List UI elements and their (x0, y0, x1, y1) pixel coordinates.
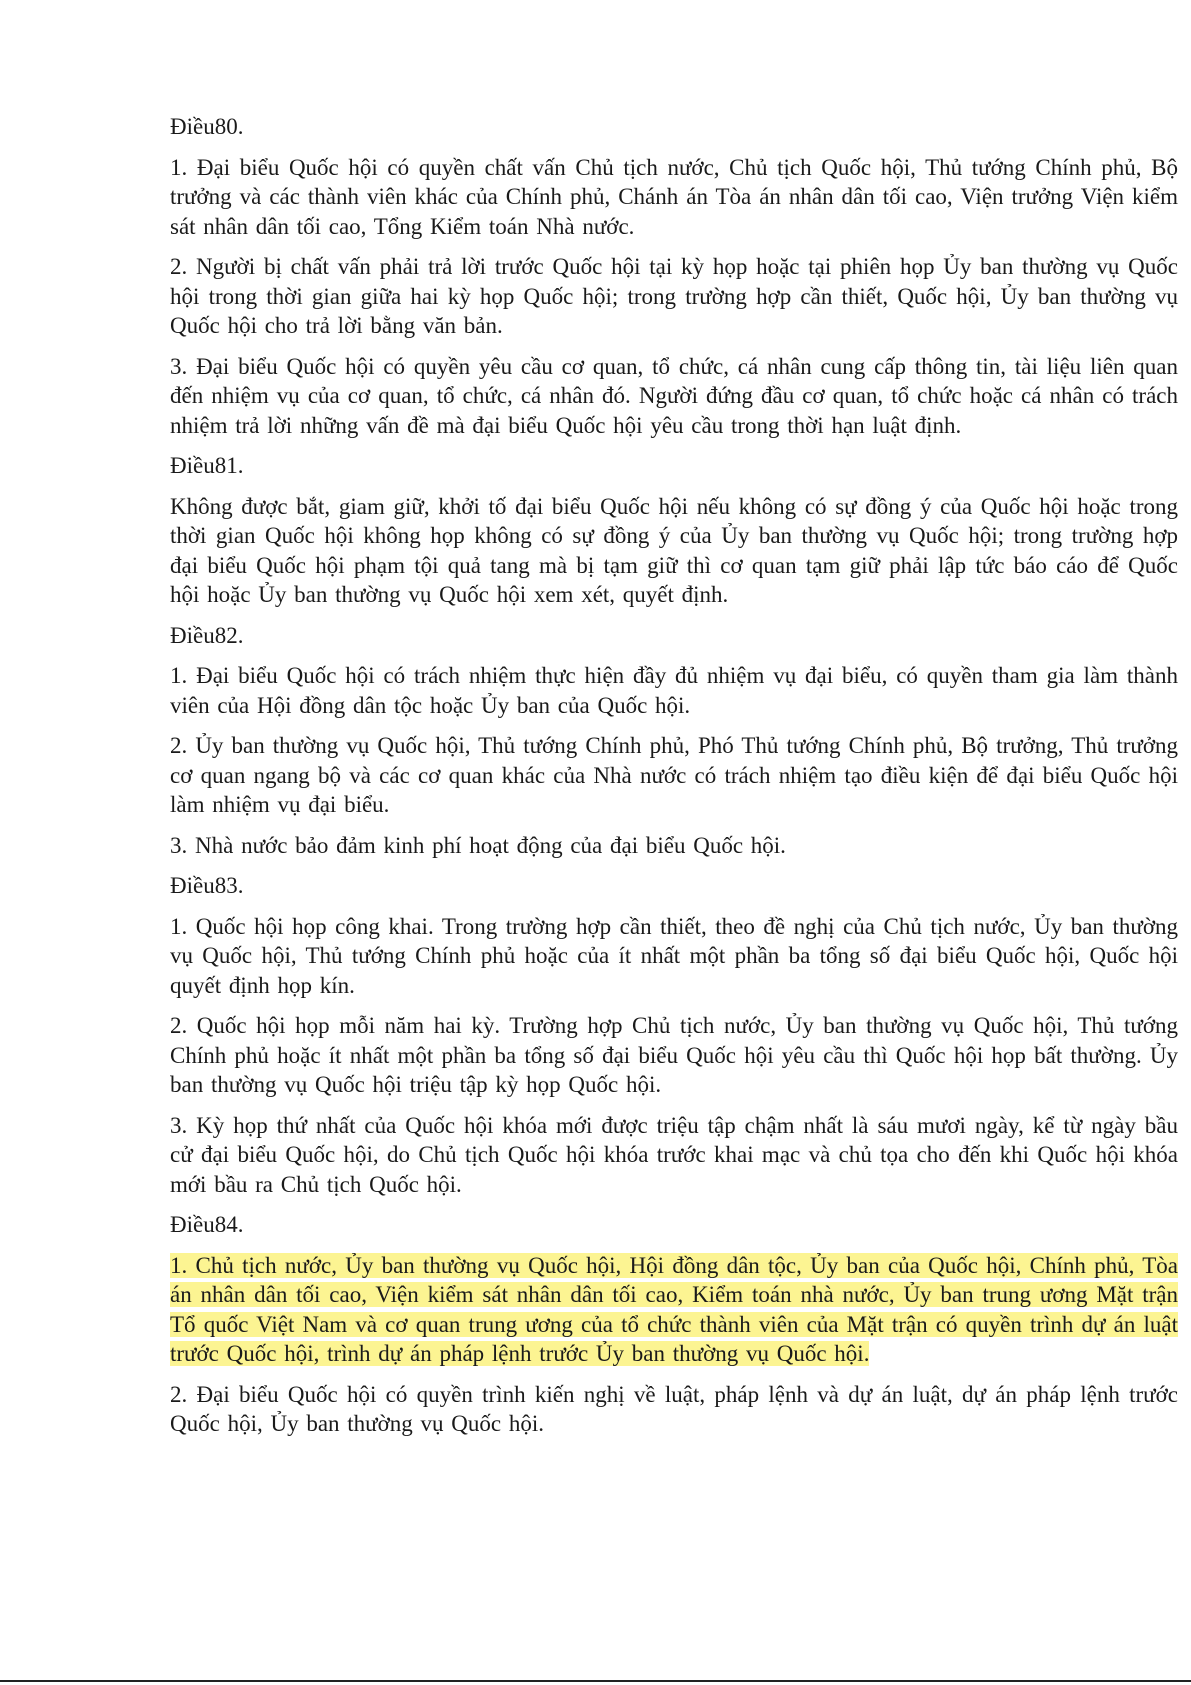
article-80-clause-3: 3. Đại biểu Quốc hội có quyền yêu cầu cơ quan, tổ chức, cá nhân cung cấp thông tin, tài liệu liên quan đến nhiệm vụ của cơ quan, tổ chức, cá nhân đó. Người đứng đầu cơ quan, tổ chức hoặc cá nhân có trách nhiệm trả lời những vấn đề mà đại biểu Quốc hội yêu cầu trong thời hạn luật định. (170, 353, 1178, 438)
article-80-clause-2: 2. Người bị chất vấn phải trả lời trước Quốc hội tại kỳ họp hoặc tại phiên họp Ủy ban thường vụ Quốc hội trong thời gian giữa hai kỳ họp Quốc hội; trong trường hợp cần thiết, Quốc hội, Ủy ban thường vụ Quốc hội cho trả lời bằng văn bản. (170, 254, 1178, 338)
article-84-clause-2: 2. Đại biểu Quốc hội có quyền trình kiến nghị về luật, pháp lệnh và dự án luật, dự án pháp lệnh trước Quốc hội, Ủy ban thường vụ Quốc hội. (170, 1381, 1178, 1436)
article-84-clause-1-highlighted (170, 1251, 1178, 1369)
article-heading-80: Điều80. (170, 114, 244, 139)
article-82-clause-2: 2. Ủy ban thường vụ Quốc hội, Thủ tướng Chính phủ, Phó Thủ tướng Chính phủ, Bộ trưởng, Thủ trưởng cơ quan ngang bộ và các cơ quan khác của Nhà nước có trách nhiệm tạo điều kiện để đại biểu Quốc hội làm nhiệm vụ đại biểu. (170, 733, 1178, 817)
article-83-clause-3: 3. Kỳ họp thứ nhất của Quốc hội khóa mới được triệu tập chậm nhất là sáu mươi ngày, kể từ ngày bầu cử đại biểu Quốc hội, do Chủ tịch Quốc hội khóa trước khai mạc và chủ tọa cho đến khi Quốc hội khóa mới bầu ra Chủ tịch Quốc hội. (170, 1112, 1178, 1197)
article-80-clause-1: 1. Đại biểu Quốc hội có quyền chất vấn Chủ tịch nước, Chủ tịch Quốc hội, Thủ tướng Chính phủ, Bộ trưởng và các thành viên khác của Chính phủ, Chánh án Tòa án nhân dân tối cao, Viện trưởng Viện kiểm sát nhân dân tối cao, Tổng Kiểm toán Nhà nước. (170, 154, 1178, 239)
article-heading-84: Điều84. (170, 1212, 244, 1237)
document-body (170, 112, 1178, 1450)
article-82-clause-3: 3. Nhà nước bảo đảm kinh phí hoạt động của đại biểu Quốc hội. (170, 832, 786, 858)
article-83-clause-1: 1. Quốc hội họp công khai. Trong trường hợp cần thiết, theo đề nghị của Chủ tịch nước, Ủy ban thường vụ Quốc hội, Thủ tướng Chính phủ hoặc của ít nhất một phần ba tổng số đại biểu Quốc hội, Quốc hội quyết định họp kín. (170, 913, 1178, 998)
article-81-text: Không được bắt, giam giữ, khởi tố đại biểu Quốc hội nếu không có sự đồng ý của Quốc hội hoặc trong thời gian Quốc hội không họp không có sự đồng ý của Ủy ban thường vụ Quốc hội; trong trường hợp đại biểu Quốc hội phạm tội quả tang mà bị tạm giữ thì cơ quan tạm giữ phải lập tức báo cáo để Quốc hội hoặc Ủy ban thường vụ Quốc hội xem xét, quyết định. (170, 493, 1178, 607)
article-82-clause-1: 1. Đại biểu Quốc hội có trách nhiệm thực hiện đầy đủ nhiệm vụ đại biểu, có quyền tham gia làm thành viên của Hội đồng dân tộc hoặc Ủy ban của Quốc hội. (170, 663, 1178, 718)
article-heading-83: Điều83. (170, 873, 244, 898)
article-heading-81: Điều81. (170, 453, 244, 478)
article-83-clause-2: 2. Quốc hội họp mỗi năm hai kỳ. Trường hợp Chủ tịch nước, Ủy ban thường vụ Quốc hội, Thủ tướng Chính phủ hoặc ít nhất một phần ba tổng số đại biểu Quốc hội yêu cầu thì Quốc hội họp bất thường. Ủy ban thường vụ Quốc hội triệu tập kỳ họp Quốc hội. (170, 1013, 1178, 1097)
text-highlight: 1. Chủ tịch nước, Ủy ban thường vụ Quốc hội, Hội đồng dân tộc, Ủy ban của Quốc hội, Chính phủ, Tòa án nhân dân tối cao, Viện kiểm sát nhân dân tối cao, Kiểm toán nhà nước, Ủy ban trung ương Mặt trận Tổ quốc Việt Nam và cơ quan trung ương của tổ chức thành viên của Mặt trận có quyền trình dự án luật trước Quốc hội, trình dự án pháp lệnh trước Ủy ban thường vụ Quốc hội. (170, 1252, 1178, 1366)
page-bottom-rule (0, 1680, 1191, 1682)
article-heading-82: Điều82. (170, 622, 244, 648)
